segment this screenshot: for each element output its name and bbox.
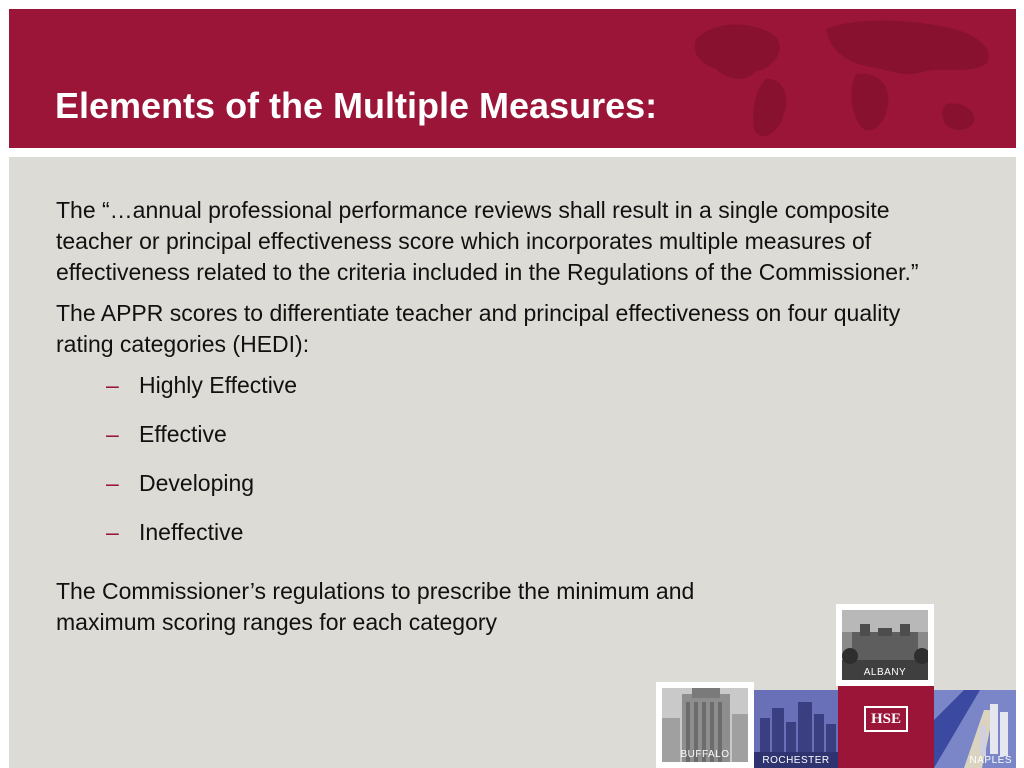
category-label: Developing <box>139 470 255 496</box>
dash-bullet: – <box>106 519 119 545</box>
category-label: Highly Effective <box>139 372 298 398</box>
list-item <box>56 419 956 468</box>
category-label: Ineffective <box>139 519 244 545</box>
naples-label: NAPLES <box>969 755 1012 766</box>
paragraph-quote: The “…annual professional performance reviews shall result in a single composite teacher or principal effectiveness score which incorporates multiple measures of effectiveness related to the criteria included in the Regulations of the Commissioner.” <box>56 197 919 285</box>
list-item <box>56 370 956 419</box>
rochester-label: ROCHESTER <box>762 755 830 766</box>
list-item <box>56 468 956 517</box>
list-item <box>56 517 956 566</box>
world-map-graphic <box>656 9 1016 148</box>
paragraph-regulations: The Commissioner’s regulations to prescribe the minimum and maximum scoring ranges for each category <box>56 578 695 635</box>
albany-label: ALBANY <box>863 667 907 678</box>
slide-title: Elements of the Multiple Measures: <box>55 85 658 126</box>
hse-logo: HSE <box>864 706 908 732</box>
dash-bullet: – <box>106 372 119 398</box>
rochester-photo <box>754 690 838 768</box>
hse-logo-tile <box>838 686 934 768</box>
buffalo-photo <box>656 682 754 768</box>
albany-photo <box>836 604 934 686</box>
dash-bullet: – <box>106 421 119 447</box>
buffalo-label: BUFFALO <box>680 749 730 760</box>
hedi-category-list <box>56 370 956 566</box>
title-bar <box>9 9 1016 148</box>
body-text <box>56 195 956 648</box>
paragraph-appr: The APPR scores to differentiate teacher and principal effectiveness on four quality rating categories (HEDI): <box>56 300 901 357</box>
naples-photo <box>934 690 1016 768</box>
dash-bullet: – <box>106 470 119 496</box>
category-label: Effective <box>139 421 227 447</box>
